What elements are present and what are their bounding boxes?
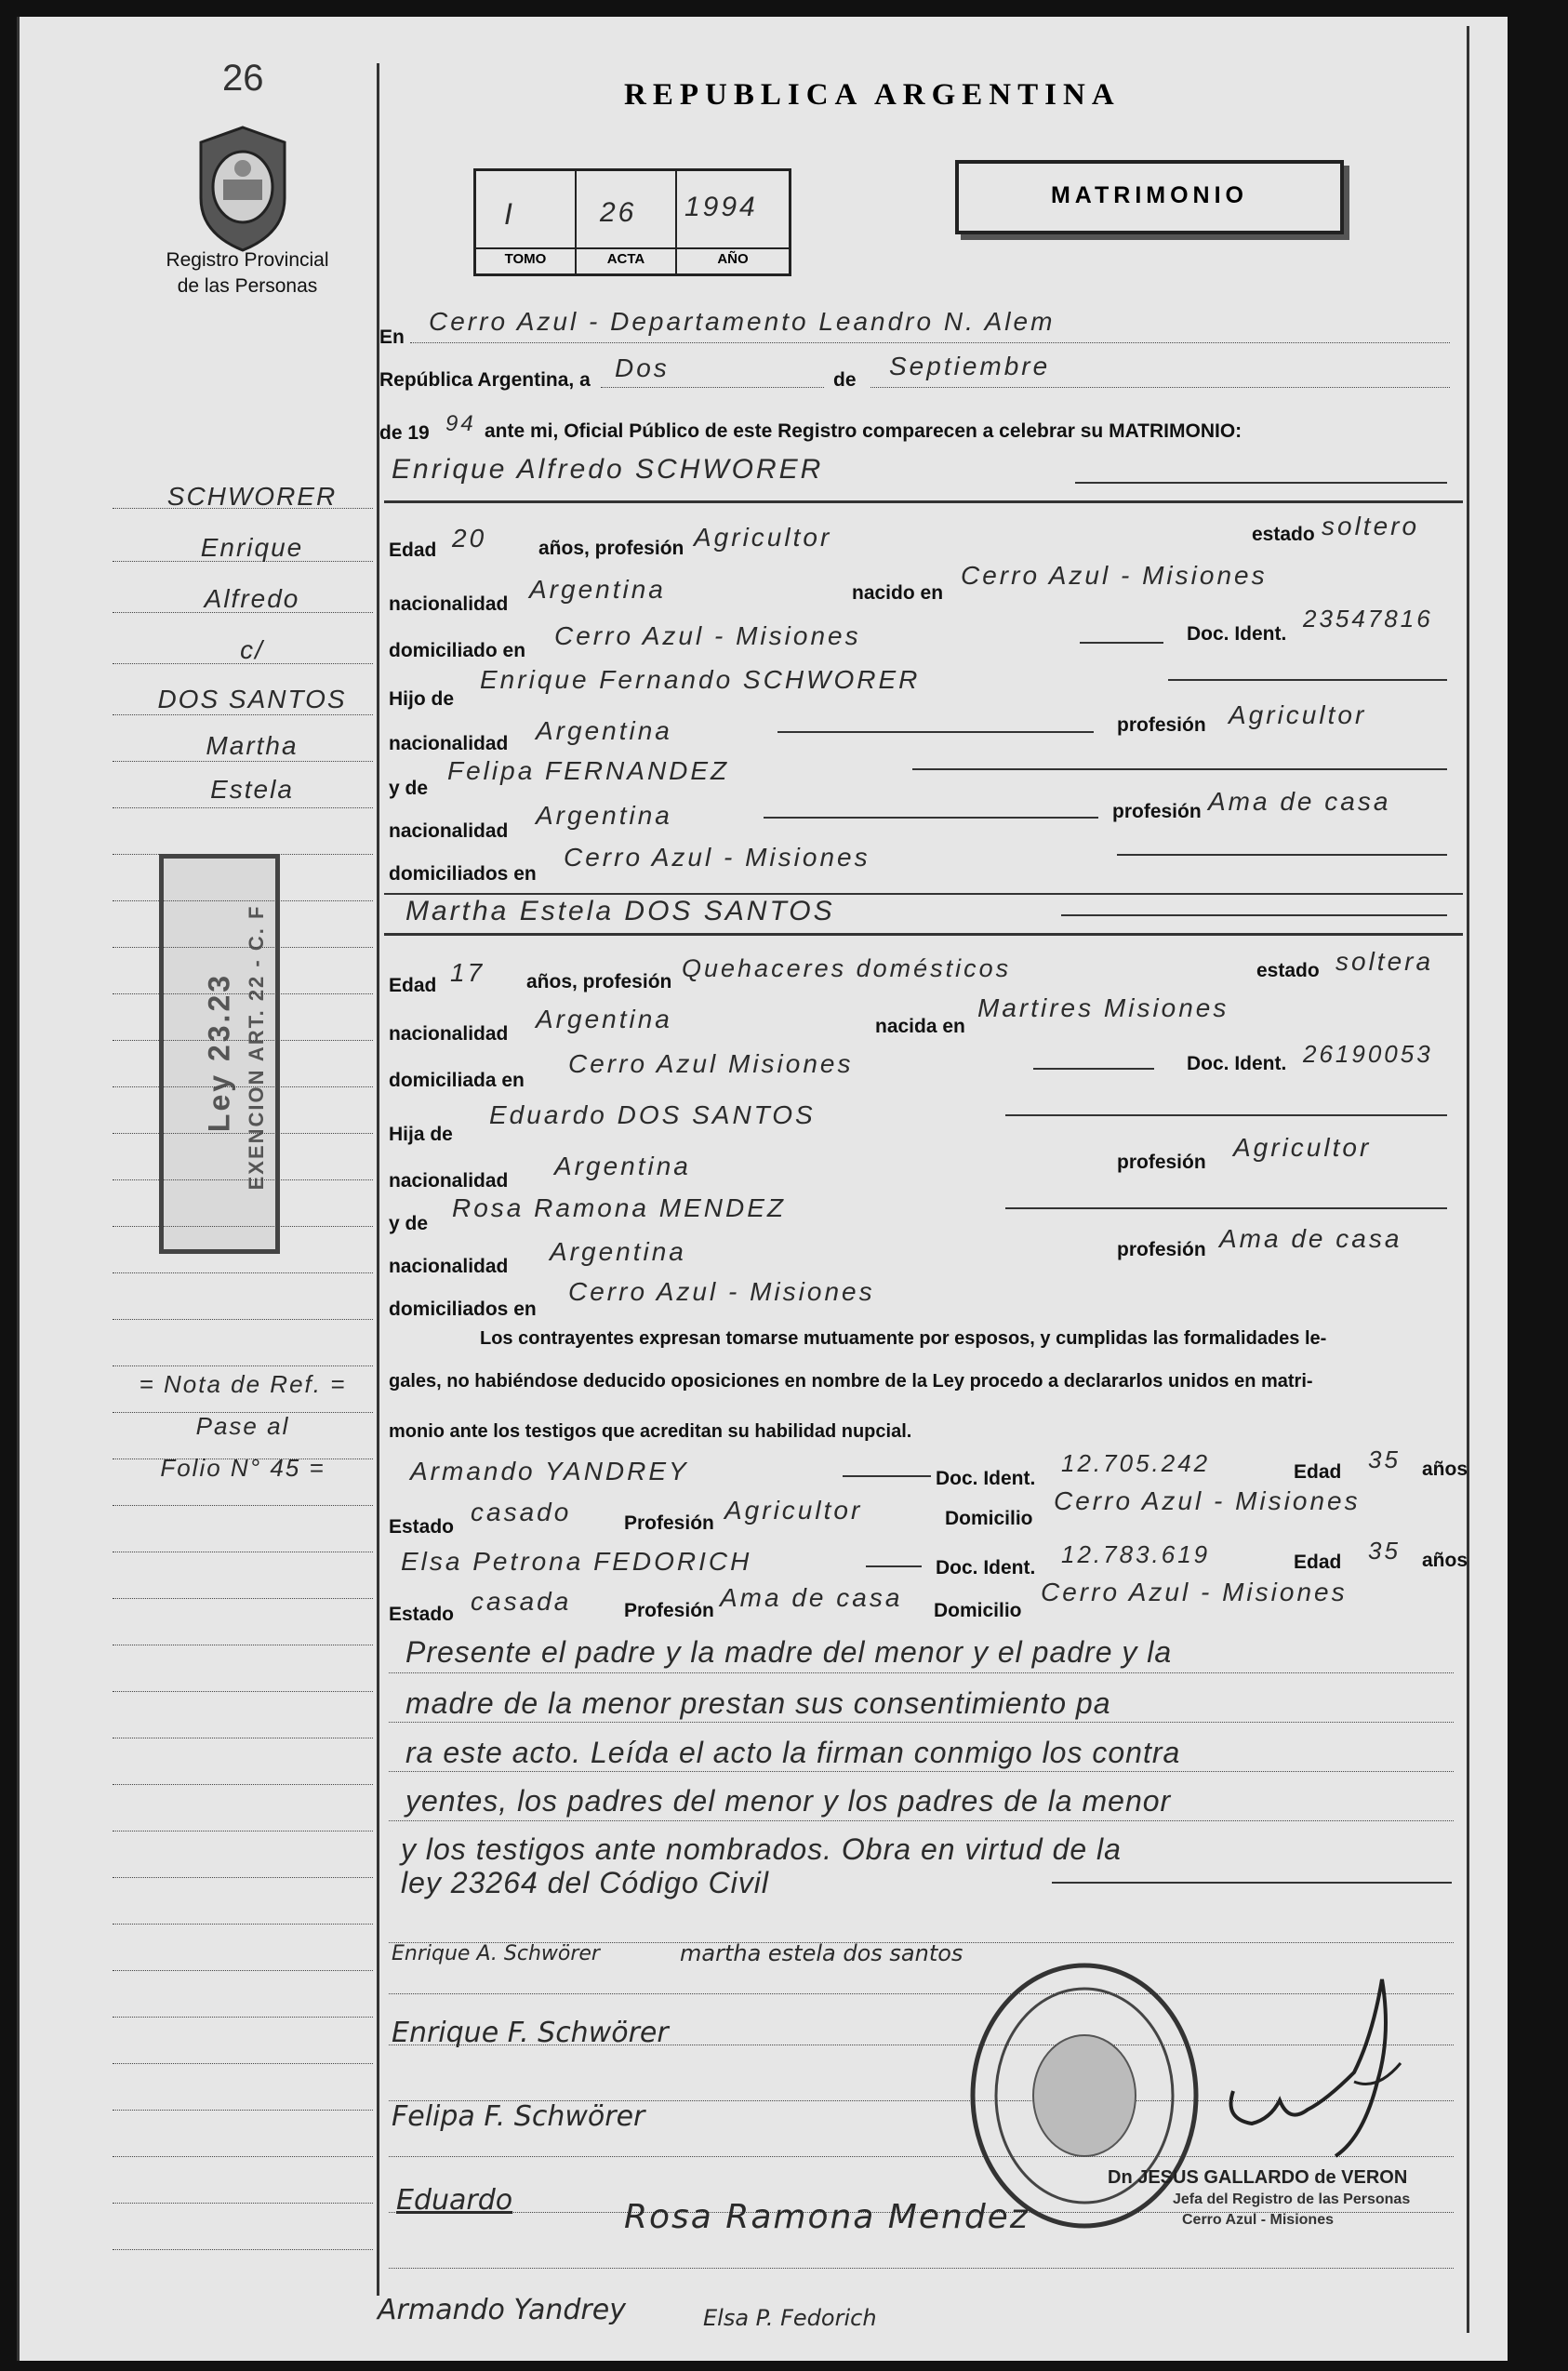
margin-line [113, 1040, 373, 1041]
groom-parents-dom: Cerro Azul - Misiones [564, 843, 870, 872]
ano-value: 1994 [684, 192, 758, 222]
margin-line [113, 1179, 373, 1180]
bride-estado-label: estado [1256, 960, 1320, 981]
margin-line [113, 1970, 373, 1971]
ruled-line [1005, 1114, 1447, 1116]
ruled-line [1033, 1068, 1154, 1070]
republica-label: República Argentina, a [379, 369, 591, 391]
note-line-4: yentes, los padres del menor y los padres de la menor [405, 1784, 1172, 1818]
margin-line [113, 2156, 373, 2157]
section-rule [384, 500, 1463, 503]
signature-bride-father: Eduardo [396, 2184, 513, 2217]
margin-bride-surname: DOS SANTOS [157, 685, 347, 713]
ruled-line [389, 1820, 1454, 1821]
witness2-edad-label: Edad [1294, 1552, 1342, 1573]
groom-mother-nat-label: nacionalidad [389, 820, 509, 842]
ruled-line [389, 2268, 1454, 2269]
groom-doc: 23547816 [1303, 605, 1433, 633]
groom-nacido-label: nacido en [852, 582, 944, 604]
groom-dom-label: domiciliado en [389, 640, 526, 661]
margin-line [113, 714, 373, 715]
bride-doc-label: Doc. Ident. [1187, 1053, 1287, 1074]
margin-note-line2: Pase al [195, 1412, 290, 1440]
witness1-estado-label: Estado [389, 1516, 455, 1538]
exemption-stamp-line1: Ley 23.23 [202, 972, 236, 1133]
bride-father-prof: Agricultor [1233, 1133, 1372, 1162]
margin-surname: SCHWORER [166, 482, 338, 511]
ruled-line [384, 893, 1463, 895]
marriage-day: Dos [615, 353, 670, 382]
margin-line [113, 2017, 373, 2018]
official-title: Jefa del Registro de las Personas [1173, 2191, 1411, 2207]
margin-line [113, 1784, 373, 1785]
signature-groom: Enrique A. Schwörer [392, 1942, 600, 1965]
acta-value: 26 [600, 197, 637, 228]
ruled-line [1061, 914, 1447, 916]
groom-name: Enrique Alfredo SCHWORER [392, 454, 824, 485]
signature-witness2: Elsa P. Fedorich [703, 2305, 877, 2331]
margin-line [113, 1086, 373, 1087]
bride-birthplace: Martires Misiones [977, 993, 1229, 1022]
ante-text: ante mi, Oficial Público de este Registro comparecen a celebrar su MATRIMONIO: [485, 420, 1242, 442]
document-type: MATRIMONIO [1050, 182, 1248, 208]
official-name: Dn JESUS GALLARDO de VERON [1108, 2167, 1408, 2188]
groom-father-prof-label: profesión [1117, 714, 1206, 736]
bride-father: Eduardo DOS SANTOS [489, 1100, 816, 1129]
ruled-line [1005, 1207, 1447, 1209]
signature-bride: martha estela dos santos [680, 1940, 963, 1966]
groom-nationality: Argentina [529, 575, 666, 604]
bride-anos-prof-label: años, profesión [526, 971, 672, 992]
bride-father-prof-label: profesión [1117, 1152, 1206, 1173]
country-title: REPUBLICA ARGENTINA [624, 78, 1121, 112]
tomo-value: I [504, 197, 515, 231]
bride-estado: soltera [1335, 947, 1434, 976]
groom-estado-label: estado [1252, 524, 1315, 545]
witness2-age: 35 [1368, 1537, 1401, 1565]
signature-bride-mother: Rosa Ramona Mendez [624, 2198, 1030, 2236]
groom-mother-nat: Argentina [536, 801, 672, 830]
declaration-line1: Los contrayentes expresan tomarse mutuamente por esposos, y cumplidas las formalidades le- [480, 1328, 1327, 1349]
margin-second-name: Alfredo [204, 584, 300, 613]
section-rule [384, 933, 1463, 936]
ruled-line [1075, 482, 1447, 484]
margin-connector: c/ [240, 635, 264, 664]
groom-yde-label: y de [389, 778, 429, 799]
bride-mother-nat: Argentina [550, 1237, 686, 1266]
ruled-line [866, 1565, 922, 1567]
groom-mother-prof: Ama de casa [1208, 787, 1391, 816]
witness2-profession: Ama de casa [720, 1583, 903, 1612]
groom-estado: soltero [1322, 512, 1420, 540]
declaration-line3: monio ante los testigos que acreditan su habilidad nupcial. [389, 1421, 912, 1442]
bride-nationality: Argentina [536, 1005, 672, 1033]
acta-label: ACTA [577, 247, 675, 267]
witness1-profession: Agricultor [724, 1496, 863, 1525]
year-prefix: de 19 [379, 422, 430, 444]
margin-line [113, 947, 373, 948]
registry-name-line2: de las Personas [177, 275, 318, 297]
witness2-estado: casada [471, 1587, 572, 1616]
margin-line [113, 1226, 373, 1227]
tomo-label: TOMO [476, 247, 575, 267]
ruled-line [389, 1722, 1454, 1723]
certificate-page [17, 17, 1508, 2361]
signature-witness1: Armando Yandrey [378, 2294, 626, 2326]
ruled-line [870, 387, 1450, 388]
groom-domicile: Cerro Azul - Misiones [554, 621, 861, 650]
exemption-stamp-line2: EXENCION ART. 22 - C. F [245, 904, 268, 1191]
groom-father-nat-label: nacionalidad [389, 733, 509, 754]
de-label: de [833, 369, 857, 391]
witness2-dom-label: Domicilio [934, 1600, 1022, 1621]
note-line-5: y los testigos ante nombrados. Obra en virtud de la [401, 1832, 1122, 1866]
groom-birthplace: Cerro Azul - Misiones [961, 561, 1268, 590]
witness2-name: Elsa Petrona FEDORICH [401, 1547, 752, 1576]
margin-bride-first-name: Martha [206, 731, 299, 760]
bride-domicile: Cerro Azul Misiones [568, 1049, 854, 1078]
bride-father-nat: Argentina [554, 1152, 691, 1180]
tomo-cell [476, 171, 577, 273]
margin-line [113, 1924, 373, 1925]
registry-name-line1: Registro Provincial [166, 249, 329, 271]
margin-line [113, 1691, 373, 1692]
groom-doc-label: Doc. Ident. [1187, 623, 1287, 645]
bride-mother-prof: Ama de casa [1219, 1224, 1402, 1253]
margin-line [113, 1365, 373, 1366]
note-line-3: ra este acto. Leída el acto la firman conmigo los contra [405, 1736, 1181, 1769]
margin-bride-second-name: Estela [210, 775, 294, 804]
margin-line [113, 2249, 373, 2250]
bride-nacida-label: nacida en [875, 1016, 965, 1037]
note-line-1: Presente el padre y la madre del menor y el padre y la [405, 1635, 1173, 1669]
groom-mother: Felipa FERNANDEZ [447, 756, 730, 785]
margin-line [113, 993, 373, 994]
witness2-prof-label: Profesión [624, 1600, 714, 1621]
ruled-line [764, 817, 1098, 819]
note-line-6: ley 23264 del Código Civil [401, 1866, 769, 1899]
margin-line [113, 1598, 373, 1599]
margin-line [113, 1272, 373, 1273]
ruled-line [601, 387, 824, 388]
marriage-place: Cerro Azul - Departamento Leandro N. Alem [429, 307, 1056, 336]
bride-name: Martha Estela DOS SANTOS [405, 896, 835, 926]
bride-edad-label: Edad [389, 975, 437, 996]
official-signature-icon [1215, 1961, 1438, 2165]
official-place: Cerro Azul - Misiones [1182, 2212, 1334, 2228]
ruled-line [843, 1475, 931, 1477]
ano-cell [677, 171, 789, 273]
groom-father-nat: Argentina [536, 716, 672, 745]
margin-line [113, 1319, 373, 1320]
ano-label: AÑO [677, 247, 789, 267]
margin-note-line1: = Nota de Ref. = [139, 1370, 347, 1398]
folio-number: 26 [222, 58, 264, 99]
bride-nac-label: nacionalidad [389, 1023, 509, 1045]
witness2-domicile: Cerro Azul - Misiones [1041, 1578, 1348, 1606]
right-border [1467, 26, 1469, 2333]
acta-cell [577, 171, 677, 273]
witness2-estado-label: Estado [389, 1604, 455, 1625]
bride-dom-label: domiciliada en [389, 1070, 525, 1091]
groom-age: 20 [452, 524, 487, 553]
document-type-box [955, 160, 1344, 234]
year-suffix: 94 [445, 411, 476, 436]
witness1-estado: casado [471, 1498, 572, 1526]
bride-father-nat-label: nacionalidad [389, 1170, 509, 1192]
witness1-name: Armando YANDREY [410, 1457, 689, 1485]
bride-age: 17 [450, 958, 485, 987]
margin-line [113, 900, 373, 901]
ruled-line [410, 342, 1450, 343]
en-label: En [379, 326, 405, 348]
groom-nac-label: nacionalidad [389, 593, 509, 615]
margin-line [113, 761, 373, 762]
ruled-line [912, 768, 1447, 770]
official-seal-icon [963, 1956, 1205, 2235]
margin-first-name: Enrique [200, 533, 304, 562]
margin-line [113, 1133, 373, 1134]
margin-line [113, 2110, 373, 2111]
margin-divider [377, 63, 379, 2296]
ruled-line [389, 1672, 1454, 1673]
bride-hija-label: Hija de [389, 1124, 453, 1145]
ruled-line [1168, 679, 1447, 681]
groom-edad-label: Edad [389, 539, 437, 561]
witness1-anos: años [1422, 1459, 1468, 1480]
groom-father: Enrique Fernando SCHWORER [480, 665, 921, 694]
groom-mother-prof-label: profesión [1112, 801, 1202, 822]
ruled-line [389, 1771, 1454, 1772]
tomo-acta-ano-box [473, 168, 791, 276]
bride-doc: 26190053 [1303, 1040, 1433, 1068]
margin-line [113, 854, 373, 855]
signature-groom-father: Enrique F. Schwörer [392, 2017, 669, 2049]
bride-doms-label: domiciliados en [389, 1299, 537, 1320]
margin-line [113, 2063, 373, 2064]
groom-father-prof: Agricultor [1229, 700, 1367, 729]
witness1-domicile: Cerro Azul - Misiones [1054, 1486, 1361, 1515]
witness1-prof-label: Profesión [624, 1512, 714, 1534]
witness1-edad-label: Edad [1294, 1461, 1342, 1483]
witness2-doc-label: Doc. Ident. [936, 1557, 1036, 1578]
groom-hijo-label: Hijo de [389, 688, 455, 710]
ruled-line [1080, 642, 1163, 644]
bride-mother-prof-label: profesión [1117, 1239, 1206, 1260]
bride-mother-nat-label: nacionalidad [389, 1256, 509, 1277]
margin-line [113, 2203, 373, 2204]
groom-doms-label: domiciliados en [389, 863, 537, 885]
ruled-line [777, 731, 1094, 733]
witness1-dom-label: Domicilio [945, 1508, 1033, 1529]
witness1-doc: 12.705.242 [1061, 1449, 1211, 1477]
margin-line [113, 1831, 373, 1832]
bride-mother: Rosa Ramona MENDEZ [452, 1193, 786, 1222]
margin-line [113, 1877, 373, 1878]
bride-profession: Quehaceres domésticos [682, 954, 1012, 982]
groom-profession: Agricultor [694, 523, 832, 552]
witness1-age: 35 [1368, 1445, 1401, 1473]
bride-parents-dom: Cerro Azul - Misiones [568, 1277, 875, 1306]
groom-anos-prof-label: años, profesión [538, 538, 684, 559]
note-line-2: madre de la menor prestan sus consentimiento pa [405, 1686, 1111, 1720]
witness1-doc-label: Doc. Ident. [936, 1468, 1036, 1489]
margin-line [113, 807, 373, 808]
signature-groom-mother: Felipa F. Schwörer [392, 2100, 645, 2133]
declaration-line2: gales, no habiéndose deducido oposiciones en nombre de la Ley procedo a declararlos unidos en matri- [389, 1371, 1313, 1392]
margin-line [113, 1505, 373, 1506]
ruled-line [1117, 854, 1447, 856]
bride-yde-label: y de [389, 1213, 429, 1234]
exemption-stamp [159, 854, 280, 1254]
marriage-month: Septiembre [889, 352, 1051, 380]
margin-note-line3: Folio N° 45 = [160, 1454, 326, 1482]
witness2-anos: años [1422, 1550, 1468, 1571]
witness2-doc: 12.783.619 [1061, 1540, 1211, 1568]
provincial-seal-icon [192, 124, 294, 254]
ruled-line [1052, 1882, 1452, 1884]
